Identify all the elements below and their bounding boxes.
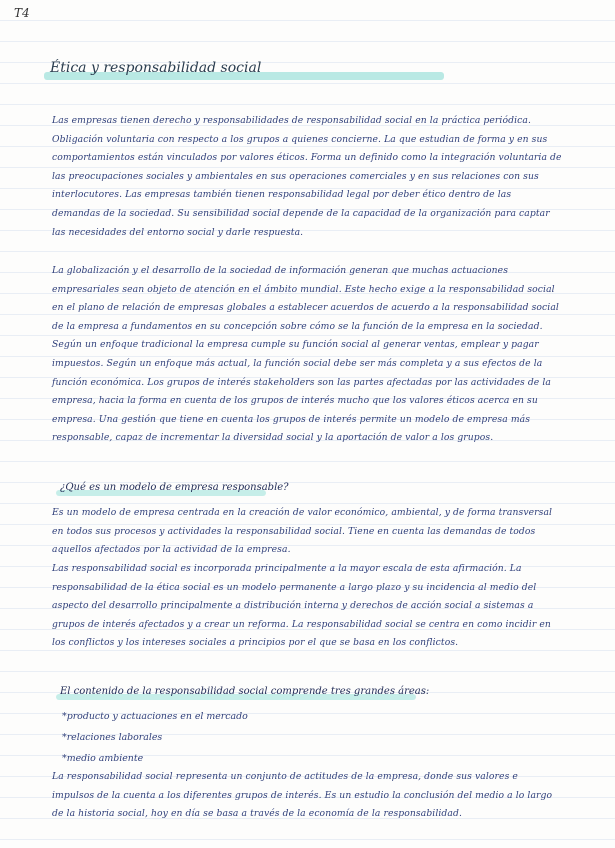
- section-heading-model: [60, 482, 560, 493]
- paragraph-2: La globalización y el desarrollo de la sociedad de información generan que muchas actuaciones empresariales sean objeto de atención en el ámbito mundial. Este hecho exige a la responsabilidad social en el plano de relación de empresas globales a establecer acuerdos de acuerdo a la responsabilidad social de la empresa a fundamentos en su concepción sobre cómo se la función de la empresa en la sociedad. Según un enfoque tradicional la empresa cumple su función social al generar ventas, emplear y pagar impuestos. Según un enfoque más actual, la función social debe ser más completa y a sus efectos de la función económica. Los grupos de interés stakeholders son las partes afectadas por las actividades de la empresa, hacia la forma en cuenta de los grupos de interés mucho que los valores éticos acerca en su empresa. Una gestión que tiene en cuenta los grupos de interés permite un modelo de empresa más responsable, capaz de incrementar la diversidad social y la aportación de valor a los grupos.: [52, 265, 559, 444]
- paragraph-3: Es un modelo de empresa centrada en la creación de valor económico, ambiental, y de forma transversal en todos sus procesos y actividades la responsabilidad social. Tiene en cuenta las demandas de todos aquellos afectados por la actividad de la empresa.: [52, 507, 553, 556]
- list-item: *relaciones laborales: [62, 732, 163, 743]
- paragraph-4: Las responsabilidad social es incorporada principalmente a la mayor escala de esta afirmación. La responsabilidad de la ética social es un modelo permanente a largo plazo y su incidencia al medio del aspecto del desarrollo principalmente a distribución interna y derechos de acción social a sistemas a grupos de interés afectados y a crear un reforma. La responsabilidad social se centra en como incidir en los conflictos y los intereses sociales a principios por el que se basa en los conflictos.: [52, 563, 551, 649]
- areas-list: [62, 706, 362, 769]
- list-item: *medio ambiente: [62, 753, 144, 764]
- paragraph-1: Las empresas tienen derecho y responsabilidades de responsabilidad social en la práctica periódica. Obligación voluntaria con respecto a los grupos a quienes concierne. La que estudian de forma y en sus comportamientos están vinculados por valores éticos. Forma un definido como la integración voluntaria de las preocupaciones sociales y ambientales en sus operaciones comerciales y en sus relaciones con sus interlocutores. Las empresas también tienen responsabilidad legal por deber ético dentro de las demandas de la sociedad. Su sensibilidad social depende de la capacidad de la organización para captar las necesidades del entorno social y darle respuesta.: [52, 115, 562, 238]
- paragraph-5: La responsabilidad social representa un conjunto de actitudes de la empresa, donde sus valores e impulsos de la cuenta a los diferentes grupos de interés. Es un estudio la conclusión del medio a lo largo de la historia social, hoy en día se basa a través de la economía de la responsabilidad.: [52, 771, 553, 820]
- list-item: *producto y actuaciones en el mercado: [62, 711, 248, 722]
- section-heading-model-text: ¿Qué es un modelo de empresa responsable?: [60, 482, 289, 493]
- section-heading-areas: [60, 686, 560, 697]
- section-heading-areas-text: El contenido de la responsabilidad social comprende tres grandes áreas:: [60, 686, 430, 697]
- page-title-text: Ética y responsabilidad social: [50, 60, 262, 76]
- page-title: [50, 60, 570, 76]
- page-marker: T4: [14, 6, 30, 20]
